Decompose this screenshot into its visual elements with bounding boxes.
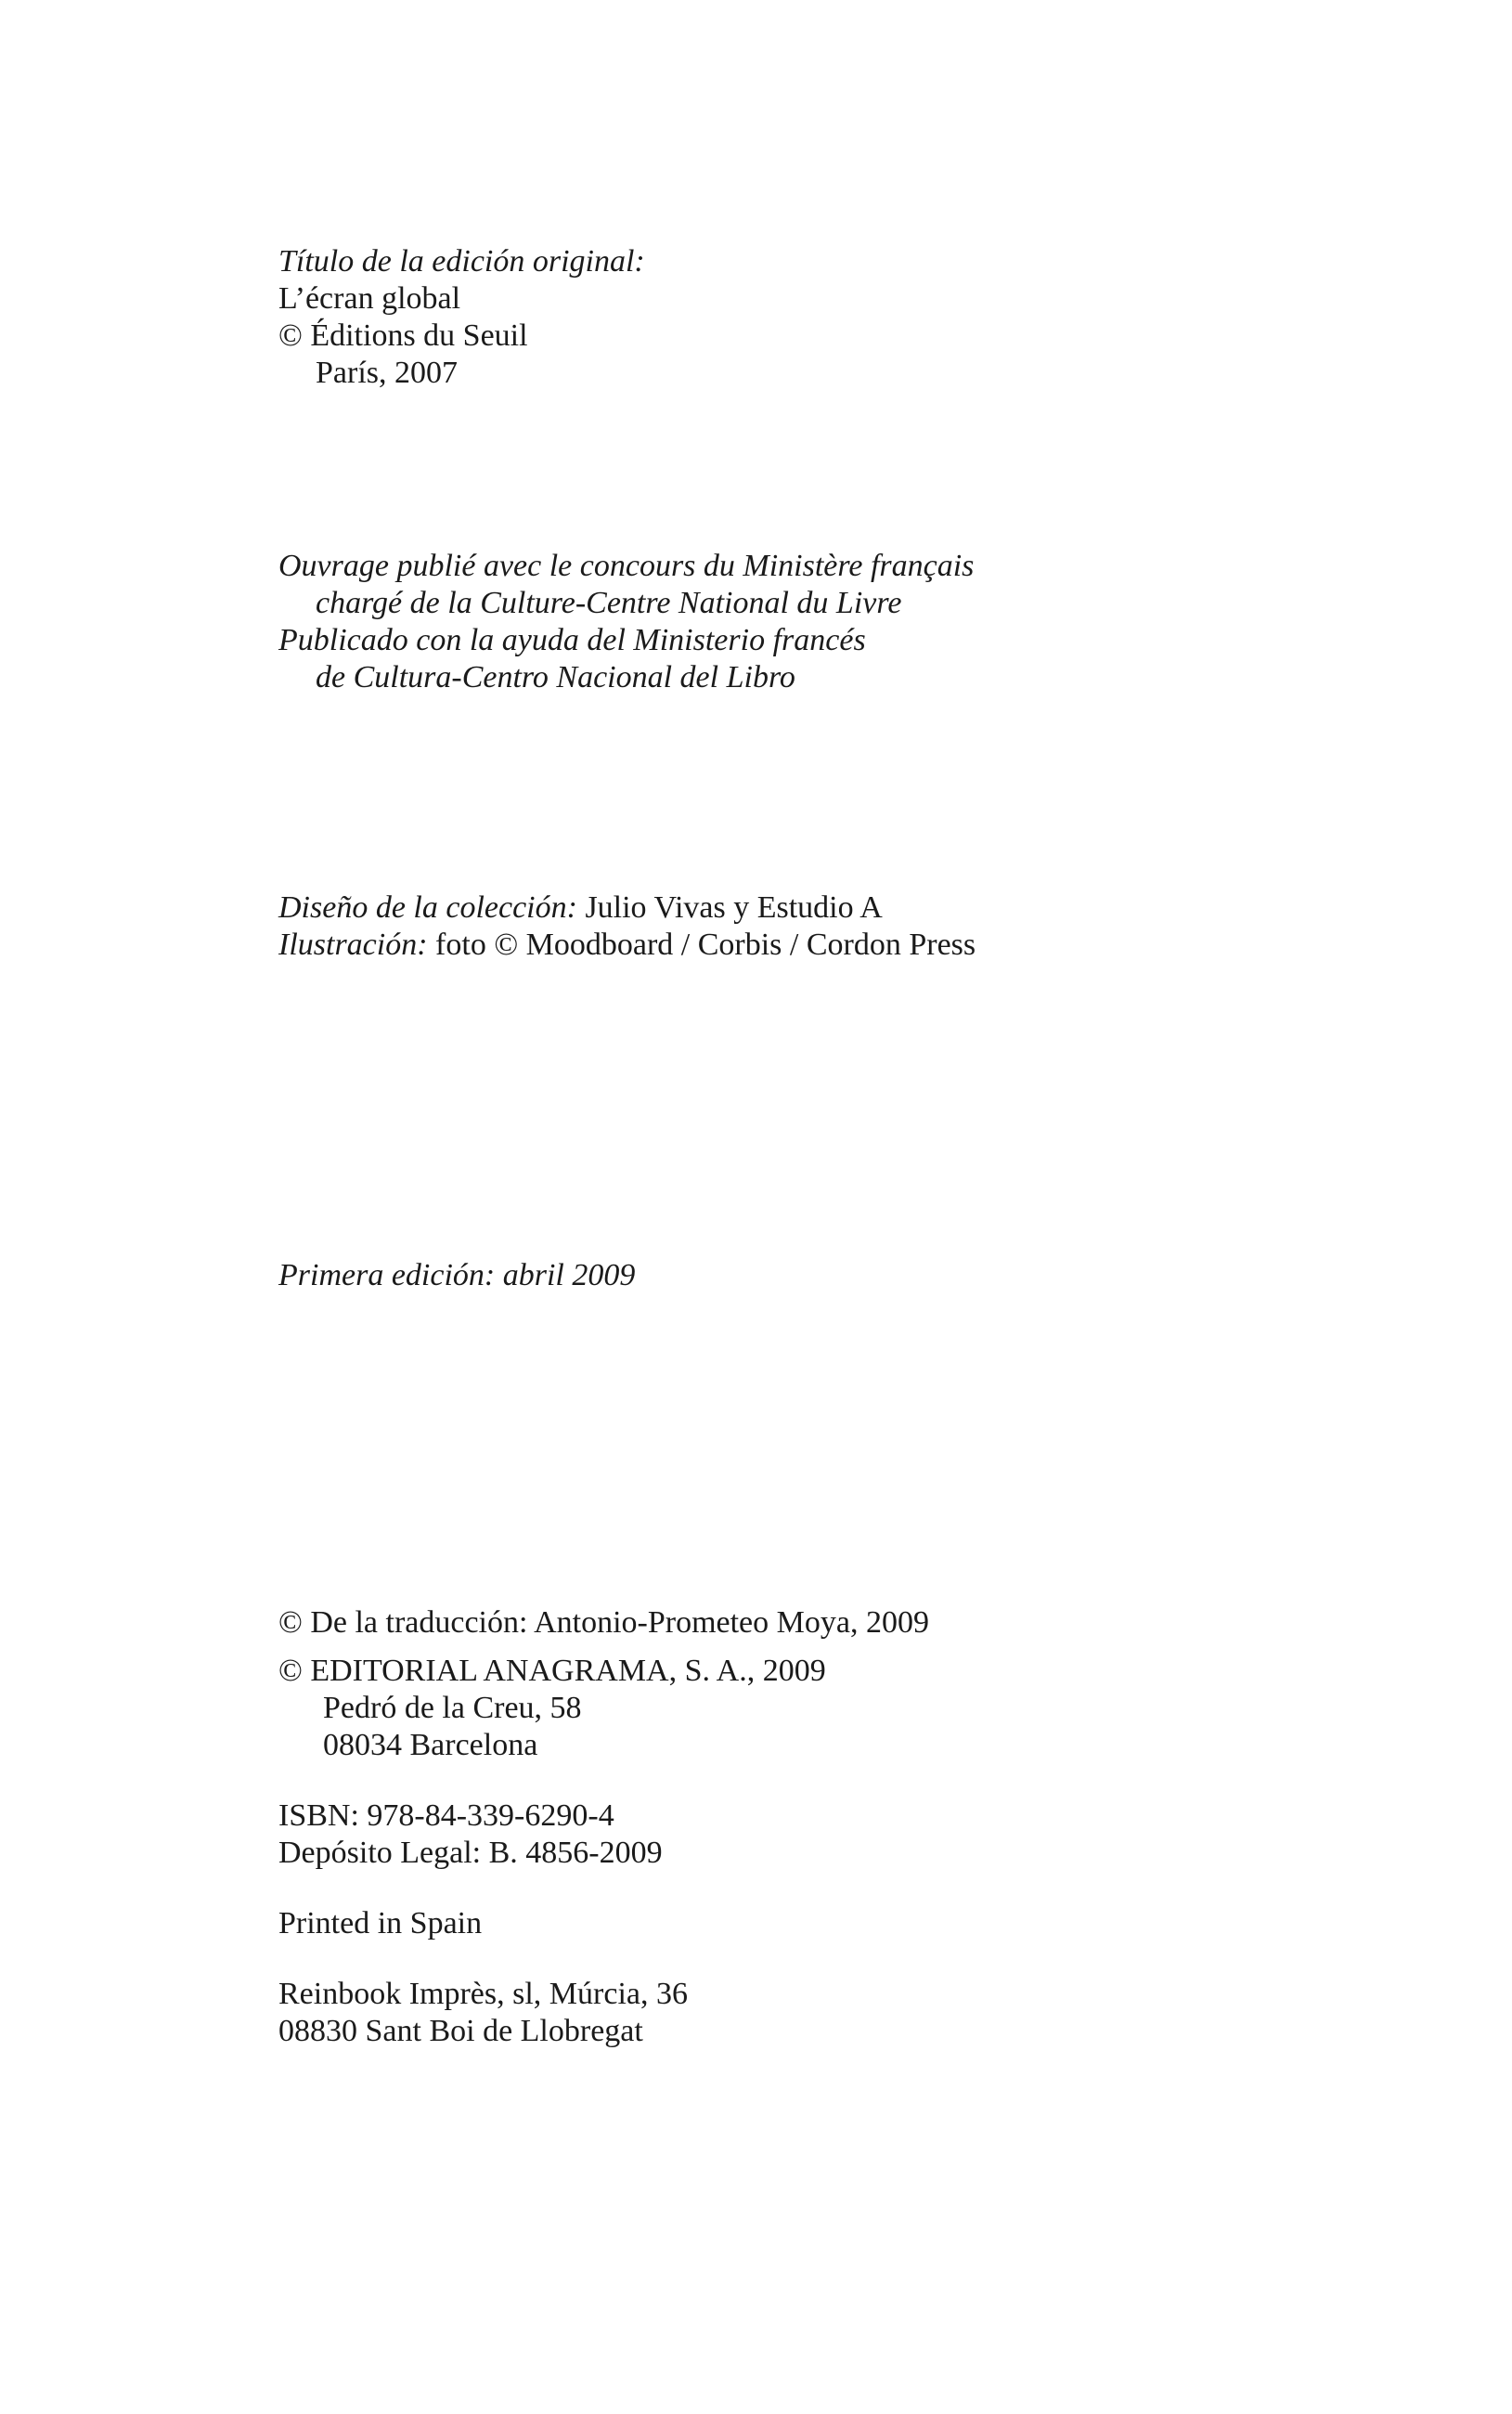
publisher-address-line1: Pedró de la Creu, 58 xyxy=(323,1691,582,1725)
legal-deposit: Depósito Legal: B. 4856-2009 xyxy=(278,1836,663,1870)
original-copyright: © Éditions du Seuil xyxy=(278,318,528,353)
original-place-year: París, 2007 xyxy=(316,356,458,390)
support-notice-es-line2: de Cultura-Centro Nacional del Libro xyxy=(316,660,795,694)
printer-line1: Reinbook Imprès, sl, Múrcia, 36 xyxy=(278,1977,688,2011)
illustration-label: Ilustración: xyxy=(278,928,428,962)
collection-design-label: Diseño de la colección: xyxy=(278,890,577,925)
support-notice-block xyxy=(278,548,974,696)
design-credits-block xyxy=(278,889,976,964)
first-edition-block xyxy=(278,1257,635,1294)
original-title-label: Título de la edición original: xyxy=(278,244,645,279)
original-title-block xyxy=(278,243,645,392)
printer-line2: 08830 Sant Boi de Llobregat xyxy=(278,2014,643,2048)
publisher-copyright: © EDITORIAL ANAGRAMA, S. A., 2009 xyxy=(278,1654,826,1688)
first-edition: Primera edición: abril 2009 xyxy=(278,1258,636,1292)
isbn: ISBN: 978-84-339-6290-4 xyxy=(278,1798,614,1833)
illustration-line xyxy=(278,927,976,964)
translation-copyright: © De la traducción: Antonio-Prometeo Moya, 2009 xyxy=(278,1605,929,1640)
original-title: L’écran global xyxy=(278,281,461,316)
collection-design-line xyxy=(278,889,976,927)
support-notice-fr-line2: chargé de la Culture-Centre National du Livre xyxy=(316,586,902,620)
illustration-value: foto © Moodboard / Corbis / Cordon Press xyxy=(435,928,976,962)
publisher-address-line2: 08034 Barcelona xyxy=(323,1728,538,1762)
printed-in: Printed in Spain xyxy=(278,1906,483,1940)
support-notice-es-line1: Publicado con la ayuda del Ministerio francés xyxy=(278,623,866,657)
collection-design-value: Julio Vivas y Estudio A xyxy=(585,890,883,925)
rights-block xyxy=(278,1604,929,2050)
support-notice-fr-line1: Ouvrage publié avec le concours du Ministère français xyxy=(278,549,975,583)
